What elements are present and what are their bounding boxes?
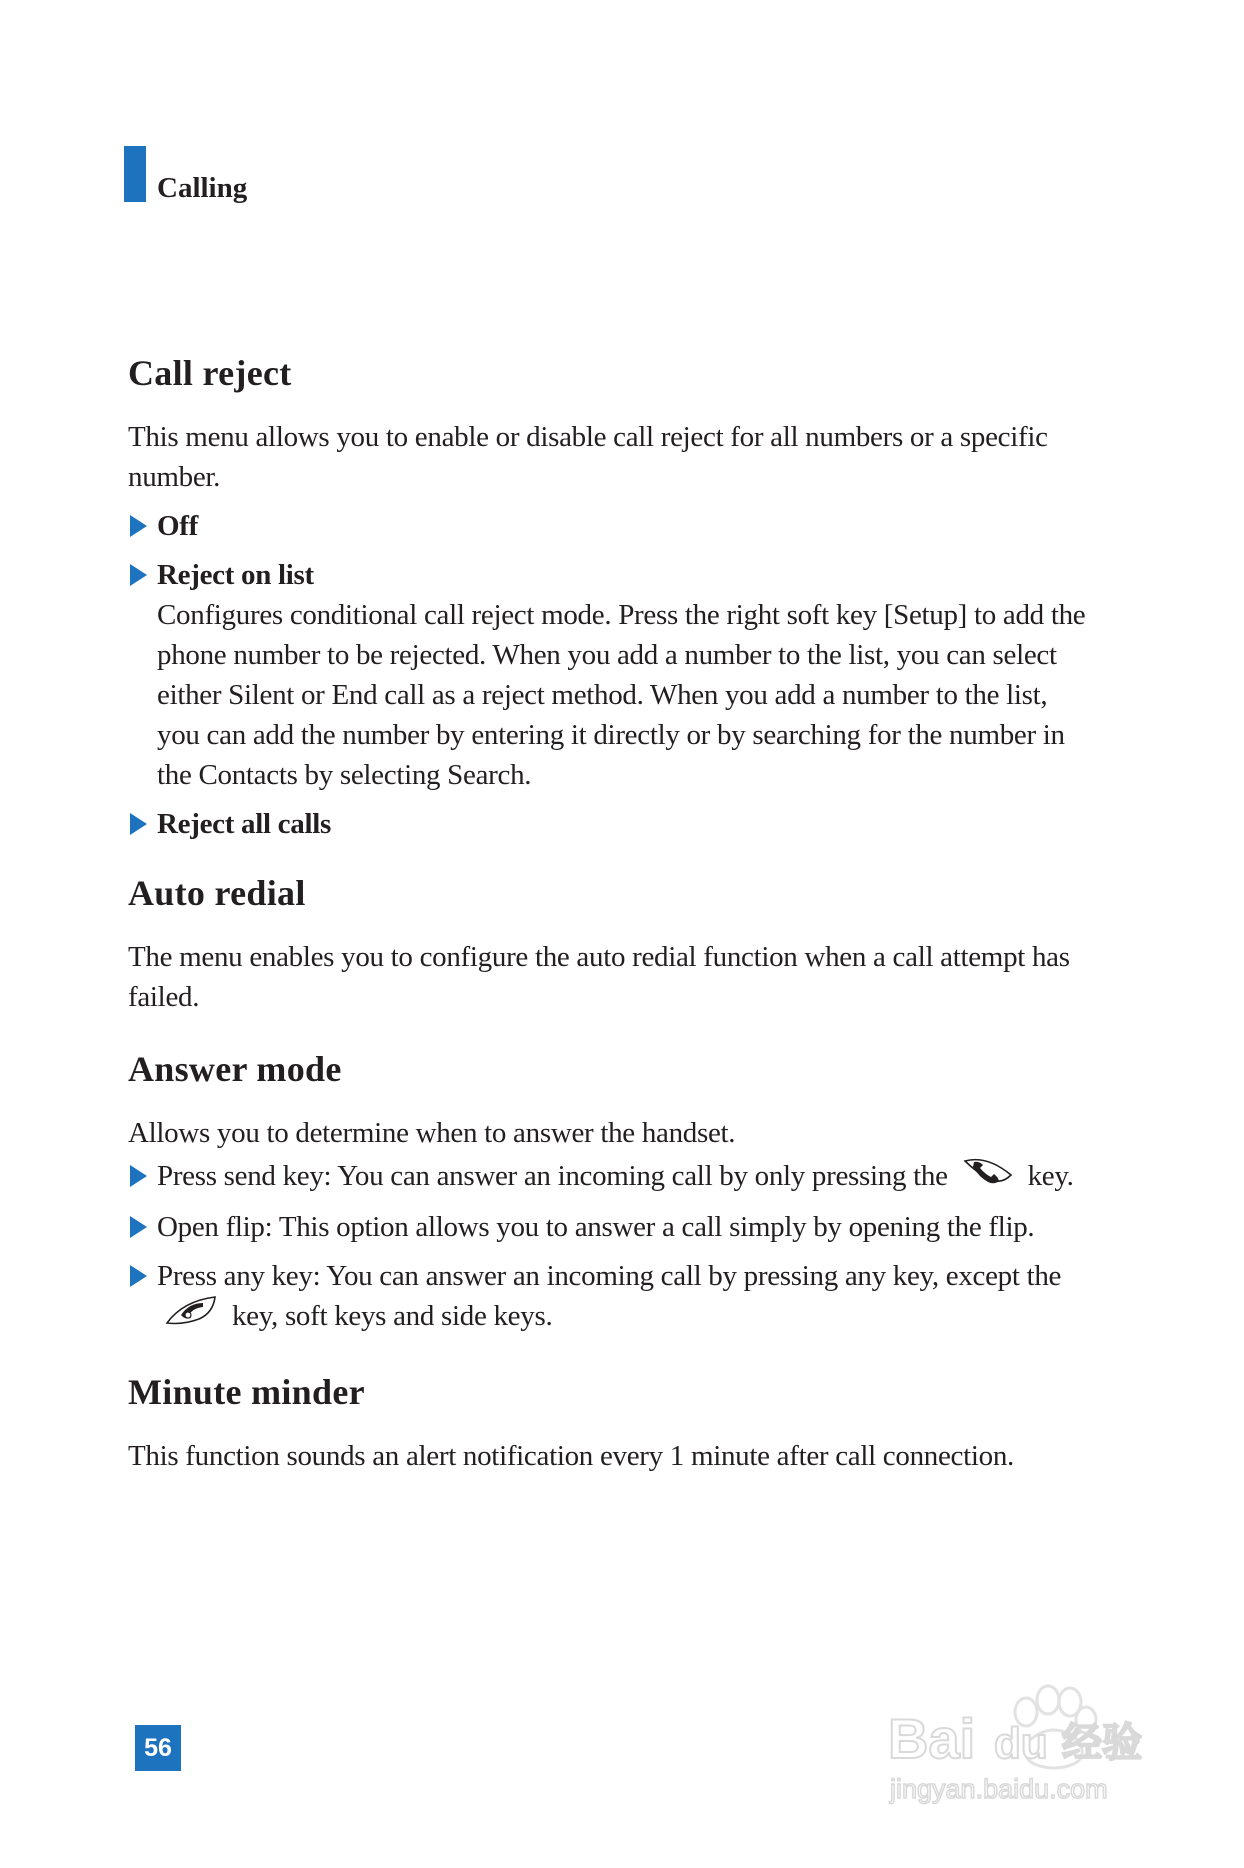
svg-text:jingyan.baidu.com: jingyan.baidu.com (890, 1774, 1108, 1804)
page-content (128, 352, 1088, 1476)
section-heading: Auto redial (128, 873, 306, 913)
chapter-title: Calling (157, 172, 248, 204)
bullet-triangle-icon (130, 1216, 147, 1238)
item-text-after: key, soft keys and side keys. (231, 1299, 553, 1332)
list-item-off (128, 506, 1088, 546)
svg-text:经验: 经验 (1062, 1720, 1142, 1766)
section-body: The menu enables you to configure the auto redial function when a call attempt has failed. (128, 941, 1070, 1013)
list-item-press-send-key (128, 1156, 1088, 1198)
item-label: Reject all calls (157, 808, 331, 840)
section-auto-redial (128, 872, 1088, 1017)
item-text-after: key. (1027, 1160, 1074, 1192)
bullet-triangle-icon (130, 1165, 147, 1187)
section-intro: Allows you to determine when to answer the handset. (128, 1117, 736, 1149)
section-heading: Call reject (128, 353, 292, 393)
baidu-watermark (878, 1670, 1168, 1810)
section-minute-minder (128, 1371, 1088, 1476)
item-text-before: Press any key: You can answer an incoming call by pressing any key, except the (157, 1259, 1062, 1292)
bullet-triangle-icon (130, 813, 147, 835)
item-description: Configures conditional call reject mode. Press the right soft key [Setup] to add the phone number to be rejected. When you add a number to the list, you can select either Silent or End call as a reject method. When you add a number to the list, you can add the number by entering it directly or by searching for the number in the Contacts by selecting Search. (157, 599, 1086, 791)
item-label: Reject on list (157, 559, 314, 591)
bullet-triangle-icon (130, 564, 147, 586)
item-label: Off (157, 510, 198, 542)
list-item-reject-all-calls (128, 804, 1088, 844)
section-call-reject (128, 352, 1088, 844)
list-item-press-any-key (128, 1256, 1088, 1338)
section-answer-mode (128, 1048, 1088, 1338)
list-item-open-flip (128, 1207, 1088, 1247)
section-intro: This menu allows you to enable or disable call reject for all numbers or a specific number. (128, 421, 1048, 493)
item-text: Open flip: This option allows you to answer a call simply by opening the flip. (157, 1210, 1035, 1243)
chapter-color-bar (124, 146, 146, 202)
page-number: 56 (135, 1725, 181, 1771)
section-heading: Minute minder (128, 1371, 365, 1412)
end-key-icon (163, 1293, 219, 1338)
bullet-triangle-icon (130, 1265, 147, 1287)
section-body: This function sounds an alert notification every 1 minute after call connection. (128, 1439, 1014, 1472)
item-text-before: Press send key: You can answer an incoming call by only pressing the (157, 1160, 948, 1192)
list-item-reject-on-list (128, 555, 1088, 795)
send-key-icon (961, 1153, 1015, 1198)
svg-text:du: du (994, 1719, 1048, 1768)
bullet-triangle-icon (130, 515, 147, 537)
item-text (157, 1256, 1088, 1338)
section-heading: Answer mode (128, 1049, 342, 1089)
svg-text:Bai: Bai (888, 1707, 976, 1770)
item-text (157, 1156, 1088, 1198)
